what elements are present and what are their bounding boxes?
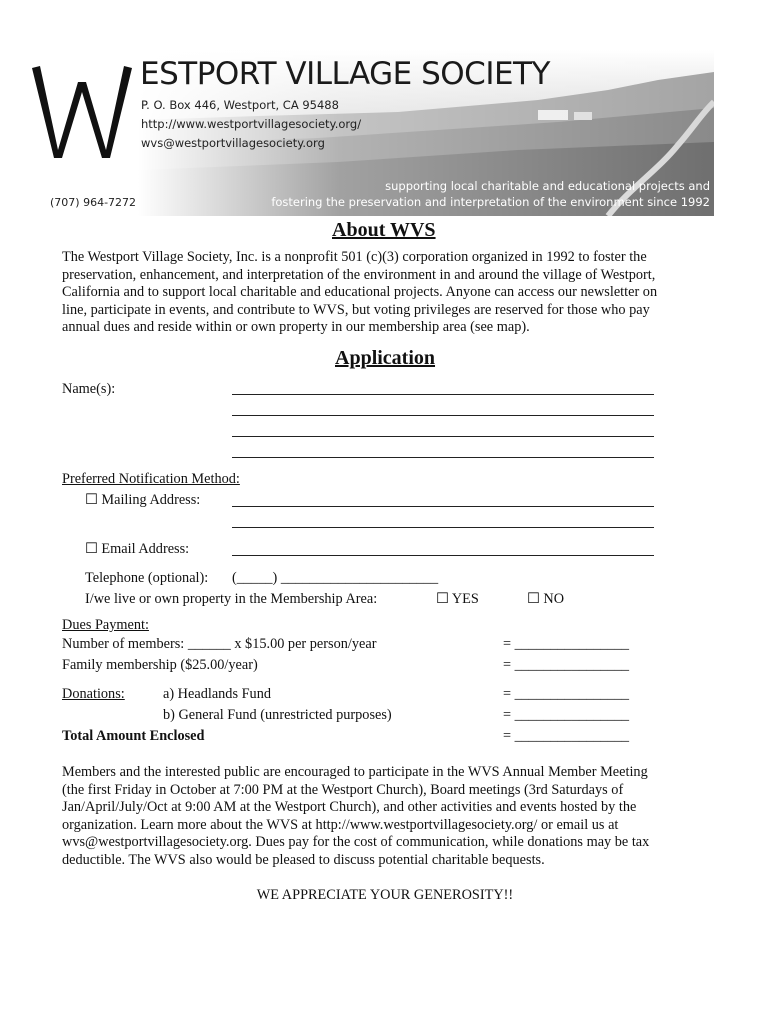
- closing-line: (the first Friday in October at 7:00 PM at the Westport Church), Board meetings (3rd Saturdays of: [62, 781, 624, 798]
- dues-heading: Dues Payment:: [62, 617, 149, 633]
- logo-letter-w: [28, 62, 138, 162]
- closing-line: Jan/April/July/Oct at 9:00 AM at the Westport Church), and other activities and events hosted by the: [62, 799, 637, 816]
- telephone-label: Telephone (optional):: [85, 570, 209, 586]
- membership-area-label: I/we live or own property in the Membership Area:: [85, 591, 378, 607]
- application-heading: Application: [335, 347, 436, 369]
- membership-yes-checkbox[interactable]: ☐ YES: [436, 591, 479, 607]
- mailing-address-checkbox[interactable]: ☐ Mailing Address:: [85, 492, 201, 508]
- closing-line: organization. Learn more about the WVS at http://www.westportvillagesociety.org/ or email us at: [62, 816, 619, 833]
- telephone-field[interactable]: (_____) ______________________: [232, 570, 439, 586]
- number-of-members-label: Number of members: ______ x $15.00 per person/year: [62, 636, 377, 652]
- members-amount-field[interactable]: = ________________: [503, 636, 630, 652]
- total-amount-field[interactable]: = ________________: [503, 728, 630, 744]
- tagline-line-2: fostering the preservation and interpretation of the environment since 1992: [271, 195, 710, 209]
- family-membership-label: Family membership ($25.00/year): [62, 657, 258, 673]
- closing-line: Members and the interested public are encouraged to participate in the WVS Annual Member Meeting: [62, 764, 648, 780]
- names-field-1[interactable]: [232, 394, 654, 395]
- about-line: annual dues and reside within or own property in our membership area (see map).: [62, 319, 530, 336]
- names-label: Name(s):: [62, 381, 116, 397]
- donations-label: Donations:: [62, 686, 125, 702]
- website-text: http://www.westportvillagesociety.org/: [141, 117, 362, 131]
- general-fund-label: b) General Fund (unrestricted purposes): [163, 707, 392, 723]
- notification-method-label: Preferred Notification Method:: [62, 471, 240, 487]
- about-line: preservation, enhancement, and interpretation of the environment in and around the village of Westport,: [62, 266, 656, 283]
- closing-line: wvs@westportvillagesociety.org. Dues pay for the cost of communication, while donations may be tax: [62, 834, 650, 851]
- mailing-address-field-1[interactable]: [232, 506, 654, 507]
- mailing-address-field-2[interactable]: [232, 527, 654, 528]
- about-line: The Westport Village Society, Inc. is a nonprofit 501 (c)(3) corporation organized in 1992 to foster the: [62, 249, 647, 265]
- names-field-2[interactable]: [232, 415, 654, 416]
- email-text: wvs@westportvillagesociety.org: [141, 136, 325, 150]
- email-address-checkbox[interactable]: ☐ Email Address:: [85, 541, 190, 557]
- about-line: California and to support local charitable and educational projects. Anyone can access our newsletter on: [62, 284, 658, 301]
- headlands-amount-field[interactable]: = ________________: [503, 686, 630, 702]
- family-amount-field[interactable]: = ________________: [503, 657, 630, 673]
- closing-paragraph: [62, 764, 712, 870]
- total-amount-label: Total Amount Enclosed: [62, 728, 205, 744]
- email-address-field[interactable]: [232, 555, 654, 556]
- names-field-4[interactable]: [232, 457, 654, 458]
- organization-title: ESTPORT VILLAGE SOCIETY: [140, 56, 550, 92]
- names-field-3[interactable]: [232, 436, 654, 437]
- phone-text: (707) 964-7272: [50, 196, 137, 209]
- about-line: line, participate in events, and contribute to WVS, but voting privileges are reserved for those who pay: [62, 301, 650, 318]
- tagline-line-1: supporting local charitable and educational projects and: [385, 179, 710, 193]
- about-heading: About WVS: [332, 219, 436, 241]
- mailing-address-text: P. O. Box 446, Westport, CA 95488: [141, 98, 339, 112]
- appreciation-text: WE APPRECIATE YOUR GENEROSITY!!: [256, 887, 514, 903]
- membership-no-checkbox[interactable]: ☐ NO: [527, 591, 565, 607]
- headlands-fund-label: a) Headlands Fund: [163, 686, 271, 702]
- about-paragraph: [62, 249, 712, 337]
- closing-line: deductible. The WVS also would be pleased to discuss potential charitable bequests.: [62, 851, 545, 868]
- general-amount-field[interactable]: = ________________: [503, 707, 630, 723]
